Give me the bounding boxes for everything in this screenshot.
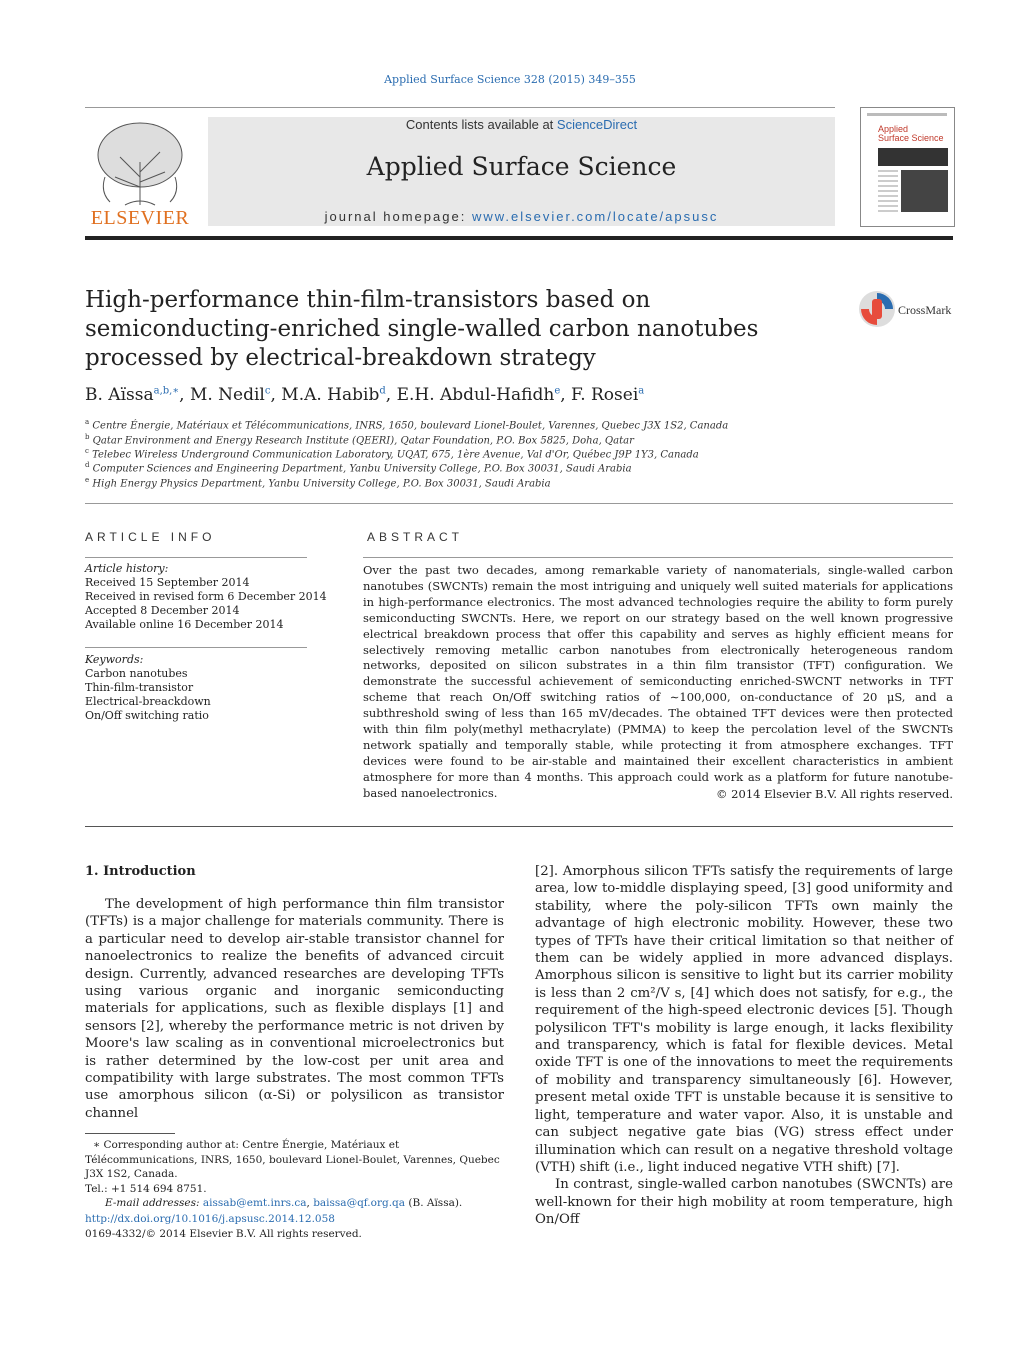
body-divider bbox=[85, 826, 953, 827]
affiliation-sup: b bbox=[85, 433, 90, 441]
author-affil-sup[interactable]: c bbox=[264, 385, 271, 397]
body-column-left: The development of high performance thin film transistor (TFTs) is a major challenge for materials community. There is a particular need to develop air-stable transistor channel for nanoelectronics to realize the benefits of advanced circuit design. Currently, advanced researches are developing TFTs using various organic and inorganic semiconducting materials for applications, such as flexible displays [1] and sensors [2], whereby the performance metric is not driven by Moore's law scaling as in conventional microelectronics but is rather determined by the low-cost per unit area and compatibility with large substrates. The most common TFTs use amorphous silicon (α-Si) or polysilicon as transistor channel bbox=[85, 897, 504, 1121]
abstract-copyright: © 2014 Elsevier B.V. All rights reserved. bbox=[716, 787, 953, 801]
footnote bbox=[85, 1138, 504, 1211]
abstract-text: Over the past two decades, among remarkable variety of nanomaterials, single-walled carbon nanotubes (SWCNTs) remain the most intriguing and uniquely well suited materials for applications in high-performance electronics. The most advanced technologies require the ability to form purely semiconducting SWCNTs. Here, we report on our strategy based on the well known progressive electrical breakdown process that offer this capability and serves as highly efficient means for selectively removing metallic carbon nanotubes from electronically heterogeneous random networks, deposited on silicon substrates in a thin film transistor (TFT) configuration. We demonstrate the successful achievement of semiconducting enriched-SWCNT networks in TFT scheme that reach On/Off switching ratios of ∼100,000, on-conductance of 20 μS, and a subthreshold swing of less than 165 mV/decades. The obtained TFT devices were then protected with thin film poly(methyl methacrylate) (PMMA) to keep the percolation level of the SWCNTs network spatially and temporally stable, while protecting it from atmosphere exchanges. TFT devices were found to be air-stable and maintained their excellent characteristics in ambient atmosphere for more than 4 months. This approach could work as a platform for future nanotube-based nanoelectronics. bbox=[363, 563, 953, 800]
contents-prefix: Contents lists available at bbox=[405, 117, 557, 132]
journal-citation[interactable]: Applied Surface Science 328 (2015) 349–355 bbox=[384, 73, 636, 86]
article-history bbox=[85, 562, 327, 632]
affiliation-text: Telebec Wireless Underground Communication Laboratory, UQAT, 675, 1ère Avenue, Val d'Or, Québec J9P 1Y3, Canada bbox=[92, 449, 699, 461]
article-info-heading: ARTICLE INFO bbox=[85, 530, 216, 544]
affiliation-text: Qatar Environment and Energy Research Institute (QEERI), Qatar Foundation, P.O. Box 5825, Doha, Qatar bbox=[92, 435, 634, 447]
author-affil-sup[interactable]: d bbox=[379, 385, 386, 397]
author-name[interactable]: E.H. Abdul-Hafidh bbox=[396, 385, 555, 405]
email-suffix: (B. Aïssa). bbox=[408, 1197, 463, 1209]
history-item: Available online 16 December 2014 bbox=[85, 618, 284, 631]
body-column-right bbox=[535, 863, 953, 1229]
history-label: Article history: bbox=[85, 562, 169, 575]
journal-cover-thumbnail[interactable] bbox=[860, 107, 955, 227]
author-list: B. Aïssa$^{a,b,∗}$, M. Nedil$^c$, M.A. Habib$^d$, E.H. Abdul-Hafidh$^e$, F. Rosei$^a$ bbox=[85, 385, 645, 405]
keywords bbox=[85, 653, 211, 723]
issn-copyright: 0169-4332/© 2014 Elsevier B.V. All rights reserved. bbox=[85, 1227, 362, 1240]
header-thick-rule bbox=[85, 236, 953, 240]
author-name[interactable]: B. Aïssa bbox=[85, 385, 154, 405]
affiliation-sup: c bbox=[85, 447, 89, 455]
affiliation bbox=[85, 433, 634, 446]
keyword: Electrical-breackdown bbox=[85, 695, 211, 708]
email-link[interactable]: aissab@emt.inrs.ca bbox=[202, 1197, 307, 1209]
section-divider bbox=[85, 503, 953, 504]
history-item: Received 15 September 2014 bbox=[85, 576, 250, 589]
elsevier-wordmark: ELSEVIER bbox=[90, 207, 190, 229]
crossmark-icon bbox=[858, 290, 896, 328]
affiliation-sup: e bbox=[85, 476, 90, 484]
telephone: Tel.: +1 514 694 8751. bbox=[85, 1182, 207, 1195]
keyword: Carbon nanotubes bbox=[85, 667, 188, 680]
affiliation-text: Computer Sciences and Engineering Department, Yanbu University College, P.O. Box 30031, Saudi Arabia bbox=[92, 463, 632, 475]
cover-title-line2: Surface Science bbox=[878, 133, 944, 143]
contents-line bbox=[208, 117, 835, 132]
affiliation bbox=[85, 461, 632, 474]
article-title: High-performance thin-film-transistors based on semiconducting-enriched single-walled carbon nanotubes processed by electrical-breakdown strategy bbox=[85, 287, 759, 371]
author-name[interactable]: F. Rosei bbox=[571, 385, 639, 405]
keywords-rule bbox=[85, 647, 307, 648]
cover-title-line1: Applied bbox=[878, 124, 909, 134]
keyword: Thin-film-transistor bbox=[85, 681, 194, 694]
affiliation-text: Centre Énergie, Matériaux et Télécommunications, INRS, 1650, boulevard Lionel-Boulet, Varennes, Quebec J3X 1S2, Canada bbox=[92, 420, 729, 432]
article-info-rule bbox=[85, 557, 307, 558]
body-paragraph: [2]. Amorphous silicon TFTs satisfy the requirements of large area, low to-middle displaying speed, [3] good uniformity and stability, where the poly-silicon TFTs own mainly the advantage of high electronic mobility. However, these two types of TFTs have their critical limitation so that neither of them can be widely applied in more advanced displays. Amorphous silicon is sensitive to light but its carrier mobility is less than 2 cm²/V s, [4] which does not satisfy, for e.g., the requirement of the high-speed electronic devices [5]. Though polysilicon TFT's mobility is large enough, it lacks flexibility and transparency, which is fatal for flexible devices. Metal oxide TFT is one of the innovations to meet the requirements of mobility and transparency simultaneously [6]. However, present metal oxide TFT is unstable because it is sensitive to light, temperature and water vapor. Also, it is unstable and can subject negative gate bias (VG) stress effect under illumination which can result on a negative threshold voltage (VTH) shift (i.e., light induced negative VTH shift) [7]. bbox=[535, 864, 953, 1175]
cover-text-lines bbox=[878, 170, 898, 212]
doi-link[interactable]: http://dx.doi.org/10.1016/j.apsusc.2014.12.058 bbox=[85, 1213, 335, 1225]
email-link[interactable]: baissa@qf.org.qa bbox=[313, 1197, 406, 1209]
homepage-prefix: journal homepage: bbox=[324, 209, 472, 224]
email-label: E-mail addresses: bbox=[105, 1197, 200, 1209]
cover-band bbox=[878, 148, 948, 166]
crossmark-label: CrossMark bbox=[898, 303, 952, 317]
journal-title: Applied Surface Science bbox=[366, 152, 677, 181]
affiliation bbox=[85, 418, 728, 431]
homepage-link[interactable]: www.elsevier.com/locate/apsusc bbox=[471, 209, 719, 224]
affiliation bbox=[85, 476, 551, 489]
body-paragraph: In contrast, single-walled carbon nanotubes (SWCNTs) are well-known for their high mobility at room temperature, high On/Off bbox=[535, 1177, 953, 1228]
author-affil-sup[interactable]: a,b,∗ bbox=[153, 385, 180, 397]
header-divider bbox=[85, 107, 835, 108]
journal-homepage bbox=[208, 209, 835, 224]
corresponding-author-note: ∗ Corresponding author at: Centre Énergie, Matériaux et Télécommunications, INRS, 1650, boulevard Lionel-Boulet, Varennes, Quebec J3X 1S2, Canada. bbox=[85, 1139, 500, 1180]
affiliation-sup: a bbox=[85, 418, 90, 426]
author-affil-sup[interactable]: a bbox=[638, 385, 645, 397]
author-name[interactable]: M.A. Habib bbox=[281, 385, 380, 405]
sciencedirect-link[interactable]: ScienceDirect bbox=[556, 117, 638, 132]
affiliation-text: High Energy Physics Department, Yanbu University College, P.O. Box 30031, Saudi Arabia bbox=[92, 478, 551, 490]
doi-block bbox=[85, 1212, 362, 1241]
keyword: On/Off switching ratio bbox=[85, 709, 209, 722]
affiliation-sup: d bbox=[85, 461, 90, 469]
abstract-rule bbox=[363, 557, 953, 558]
affiliation bbox=[85, 447, 699, 460]
section-heading: 1. Introduction bbox=[85, 864, 196, 879]
cover-top-bar bbox=[867, 113, 947, 116]
footnote-rule bbox=[85, 1133, 175, 1134]
crossmark-badge[interactable] bbox=[858, 290, 958, 330]
email-line: E-mail addresses: aissab@emt.inrs.ca, baissa@qf.org.qa (B. Aïssa). bbox=[105, 1197, 463, 1209]
keywords-label: Keywords: bbox=[85, 653, 144, 666]
cover-image bbox=[901, 170, 948, 212]
history-item: Accepted 8 December 2014 bbox=[85, 604, 240, 617]
abstract-heading: ABSTRACT bbox=[367, 530, 464, 544]
author-name[interactable]: M. Nedil bbox=[189, 385, 265, 405]
history-item: Received in revised form 6 December 2014 bbox=[85, 590, 327, 603]
author-affil-sup[interactable]: e bbox=[554, 385, 561, 397]
